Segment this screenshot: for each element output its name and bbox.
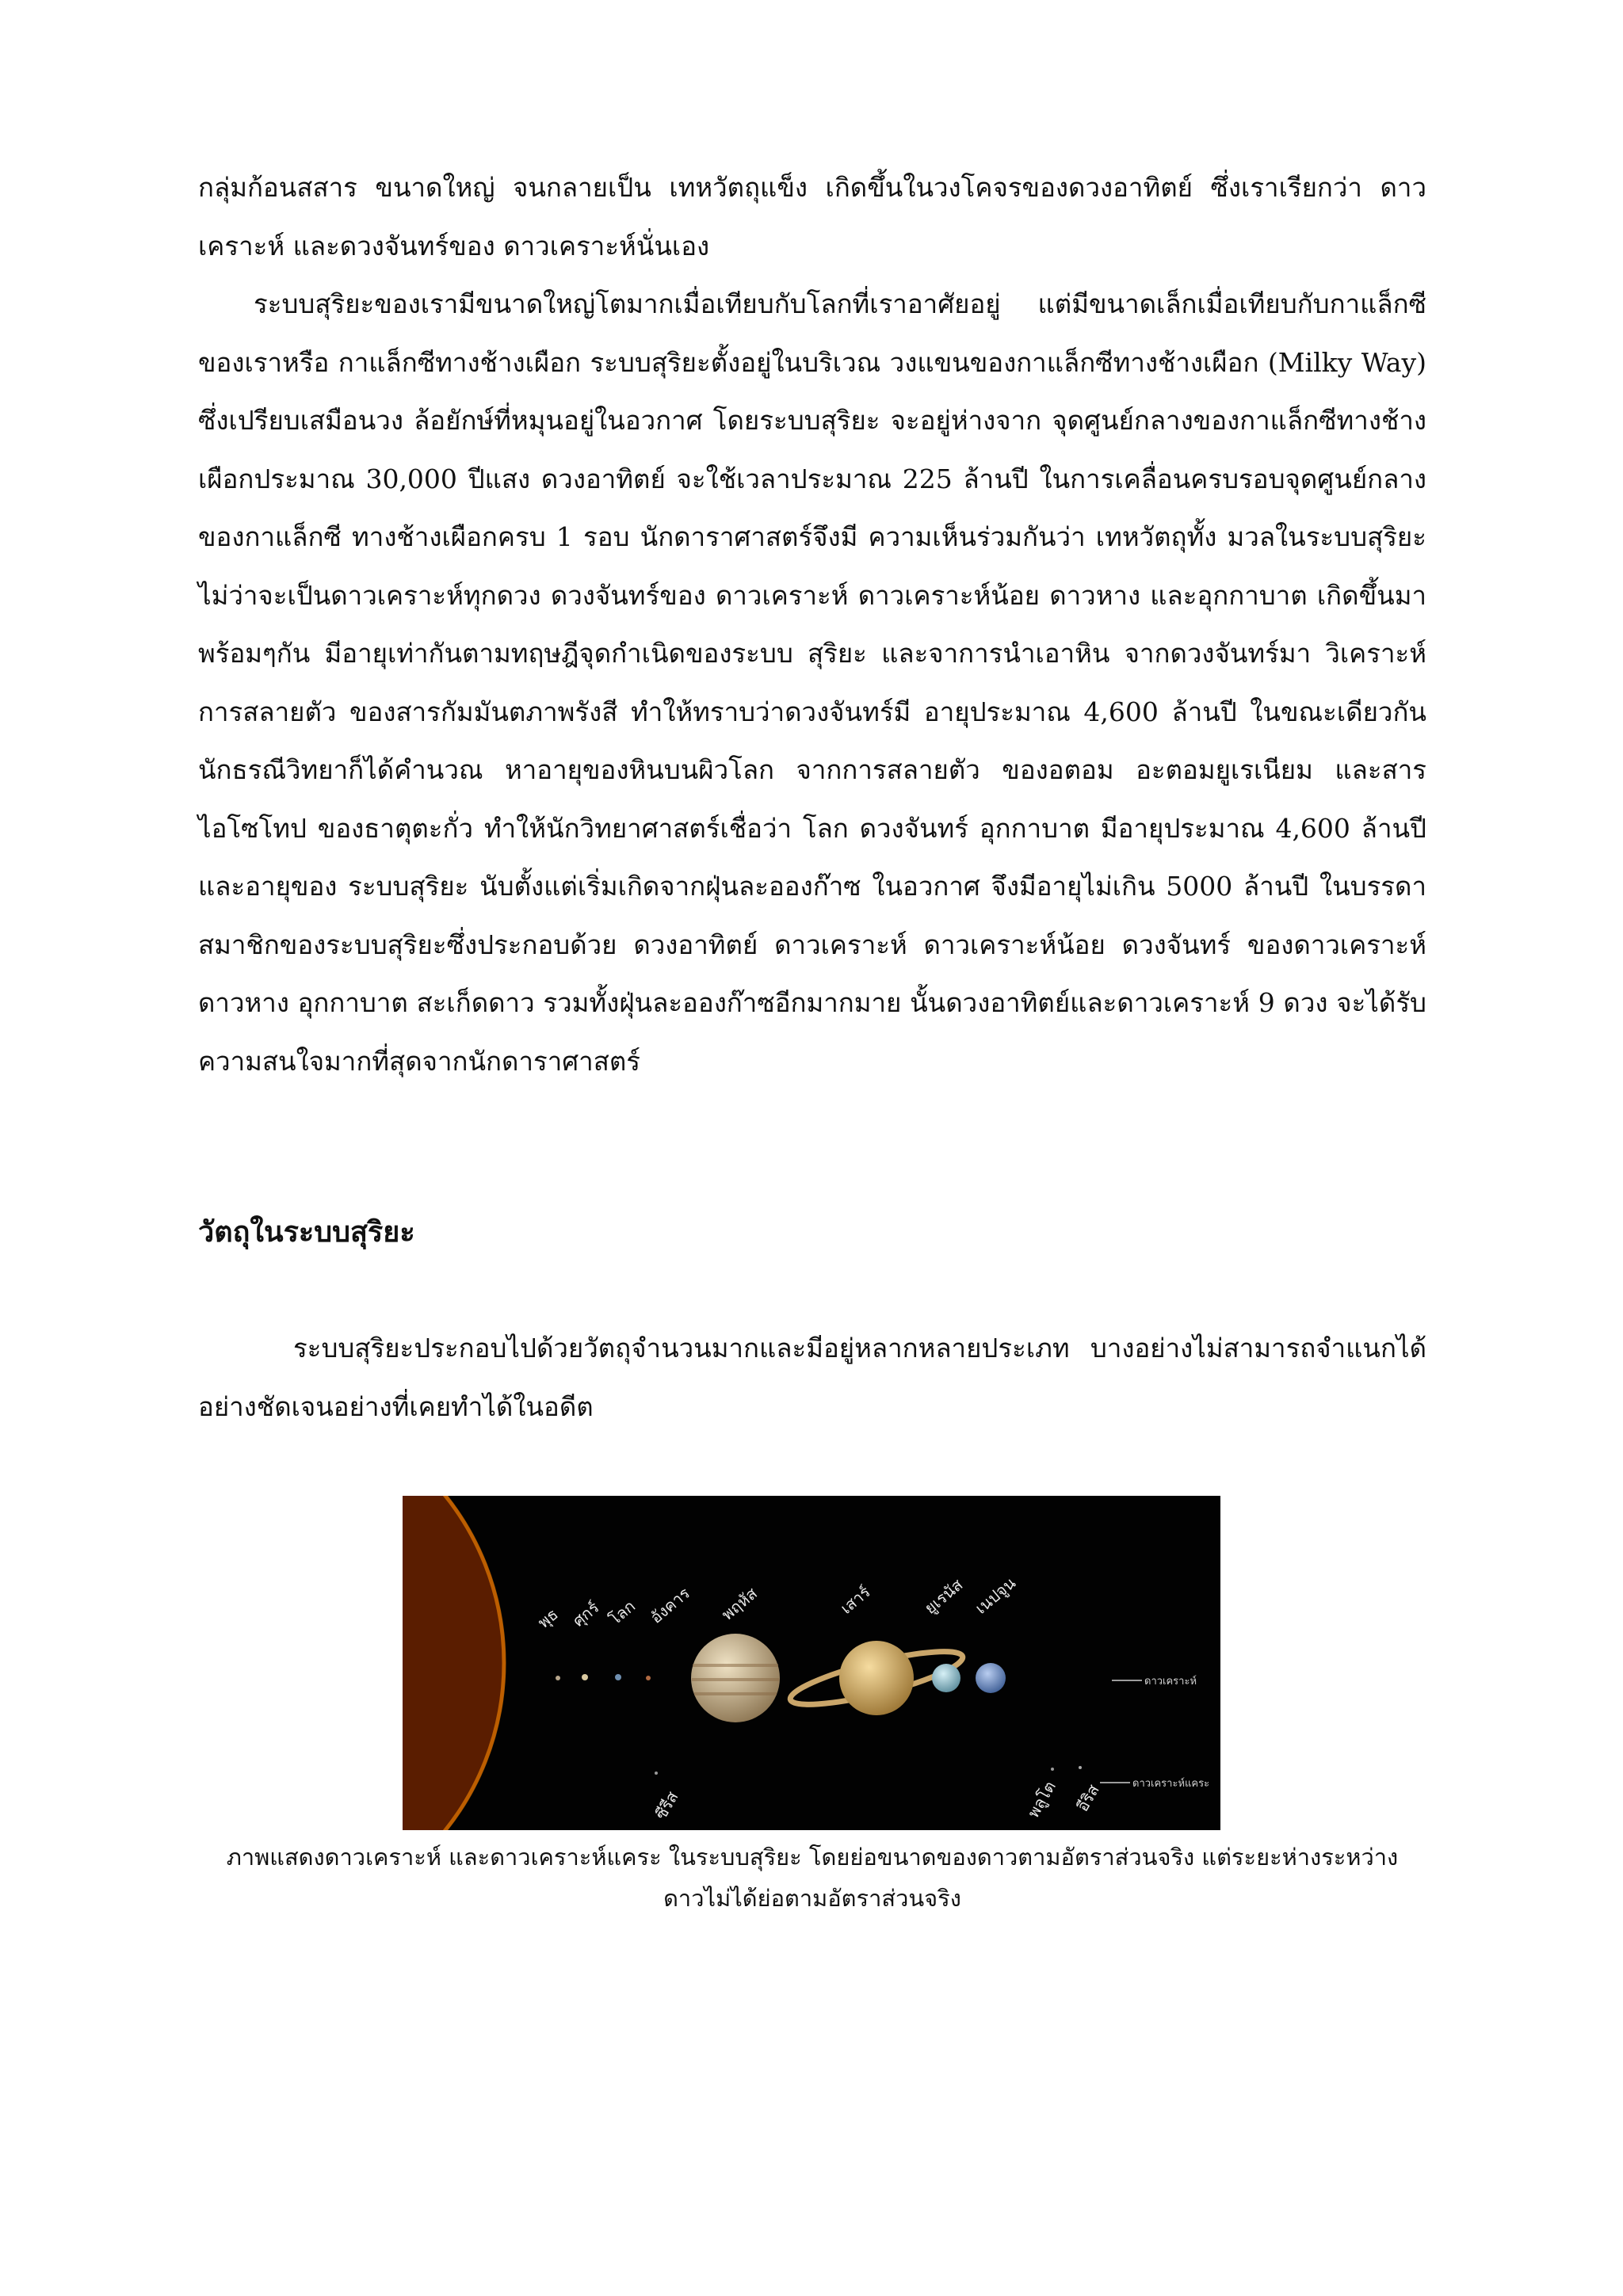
paragraph-solar-system: ระบบสุริยะของเรามีขนาดใหญ่โตมากเมื่อเทียบกับโลกที่เราอาศัยอยู่ แต่มีขนาดเล็กเมื่อเทียบกับกาแล็กซีของเราหรือ กาแล็กซีทางช้างเผือก ระบบสุริยะตั้งอยู่ในบริเวณ วงแขนของกาแล็กซีทางช้างเผือก (Milky Way) ซึ่งเปรียบเสมือนวง ล้อยักษ์ที่หมุนอยู่ในอวกาศ โดยระบบสุริยะ จะอยู่ห่างจาก จุดศูนย์กลางของกาแล็กซีทางช้างเผือกประมาณ 30,000 ปีแสง ดวงอาทิตย์ จะใช้เวลาประมาณ 225 ล้านปี ในการเคลื่อนครบรอบจุดศูนย์กลาง ของกาแล็กซี ทางช้างเผือกครบ 1 รอบ นักดาราศาสตร์จึงมี ความเห็นร่วมกันว่า เทหวัตถุทั้ง มวลในระบบสุริยะไม่ว่าจะเป็นดาวเคราะห์ทุกดวง ดวงจันทร์ของ ดาวเคราะห์ ดาวเคราะห์น้อย ดาวหาง และอุกกาบาต เกิดขึ้นมาพร้อมๆกัน มีอายุเท่ากันตามทฤษฎีจุดกำเนิดของระบบ สุริยะ และจาการนำเอาหิน จากดวงจันทร์มา วิเคราะห์การสลายตัว ของสารกัมมันตภาพรังสี ทำให้ทราบว่าดวงจันทร์มี อายุประมาณ 4,600 ล้านปี ในขณะเดียวกัน นักธรณีวิทยาก็ได้คำนวณ หาอายุของหินบนผิวโลก จากการสลายตัว ของอตอม อะตอมยูเรเนียม และสารไอโซโทป ของธาตุตะกั่ว ทำให้นักวิทยาศาสตร์เชื่อว่า โลก ดวงจันทร์ อุกกาบาต มีอายุประมาณ 4,600 ล้านปี และอายุของ ระบบสุริยะ นับตั้งแต่เริ่มเกิดจากฝุ่นละอองก๊าซ ในอวกาศ จึงมีอายุไม่เกิน 5000 ล้านปี ในบรรดาสมาชิกของระบบสุริยะซึ่งประกอบด้วย ดวงอาทิตย์ ดาวเคราะห์ ดาวเคราะห์น้อย ดวงจันทร์ ของดาวเคราะห์ดาวหาง อุกกาบาต สะเก็ดดาว รวมทั้งฝุ่นละอองก๊าซอีกมากมาย นั้นดวงอาทิตย์และดาวเคราะห์ 9 ดวง จะได้รับความสนใจมากที่สุดจากนักดาราศาสตร์ [198, 288, 1426, 1077]
solar-system-image [403, 1496, 1220, 1830]
uranus-shape [932, 1664, 960, 1692]
legend-dwarfs: ดาวเคราะห์แคระ [1132, 1777, 1210, 1789]
section-heading: วัตถุในระบบสุริยะ [198, 1215, 415, 1249]
label-earth: โลก [606, 1597, 640, 1629]
label-venus: ศุกร์ [570, 1599, 603, 1630]
neptune-shape [976, 1663, 1006, 1693]
label-mars: อังคาร [647, 1585, 693, 1627]
mars-shape [646, 1676, 651, 1680]
pluto-shape [1051, 1768, 1054, 1771]
venus-shape [582, 1674, 588, 1680]
paragraph-objects: ระบบสุริยะประกอบไปด้วยวัตถุจำนวนมากและมีอยู่หลากหลายประเภท บางอย่างไม่สามารถจำแนกได้อย่างชัดเจนอย่างที่เคยทำได้ในอดีต [198, 1333, 1426, 1422]
label-neptune: เนปจูน [972, 1574, 1020, 1618]
earth-shape [615, 1674, 621, 1680]
caption-line-2: ดาวไม่ได้ย่อตามอัตราส่วนจริง [663, 1885, 961, 1912]
label-ceres: ซีรีส [652, 1788, 682, 1823]
label-jupiter: พฤหัส [719, 1585, 762, 1624]
mercury-shape [556, 1676, 560, 1680]
solar-system-illustration [403, 1496, 1220, 1830]
label-pluto: พลูโต [1025, 1778, 1060, 1821]
saturn-shape [839, 1641, 914, 1715]
label-saturn: เสาร์ [838, 1583, 874, 1618]
caption-line-1: ภาพแสดงดาวเคราะห์ และดาวเคราะห์แคระ ในระบบสุริยะ โดยย่อขนาดของดาวตามอัตราส่วนจริง แต่ระยะห่างระหว่าง [226, 1844, 1399, 1871]
paragraph-intro: กลุ่มก้อนสสาร ขนาดใหญ่ จนกลายเป็น เทหวัตถุแข็ง เกิดขึ้นในวงโคจรของดวงอาทิตย์ ซึ่งเราเรียกว่า ดาวเคราะห์ และดวงจันทร์ของ ดาวเคราะห์นั่นเอง [198, 172, 1426, 261]
legend-planets: ดาวเคราะห์ [1144, 1675, 1197, 1687]
figure-caption [174, 1836, 1450, 1919]
ceres-shape [655, 1772, 658, 1775]
label-uranus: ยูเรนัส [922, 1576, 967, 1618]
eris-shape [1079, 1766, 1082, 1769]
label-mercury: พุธ [535, 1605, 562, 1632]
label-eris: อีริส [1074, 1782, 1103, 1815]
